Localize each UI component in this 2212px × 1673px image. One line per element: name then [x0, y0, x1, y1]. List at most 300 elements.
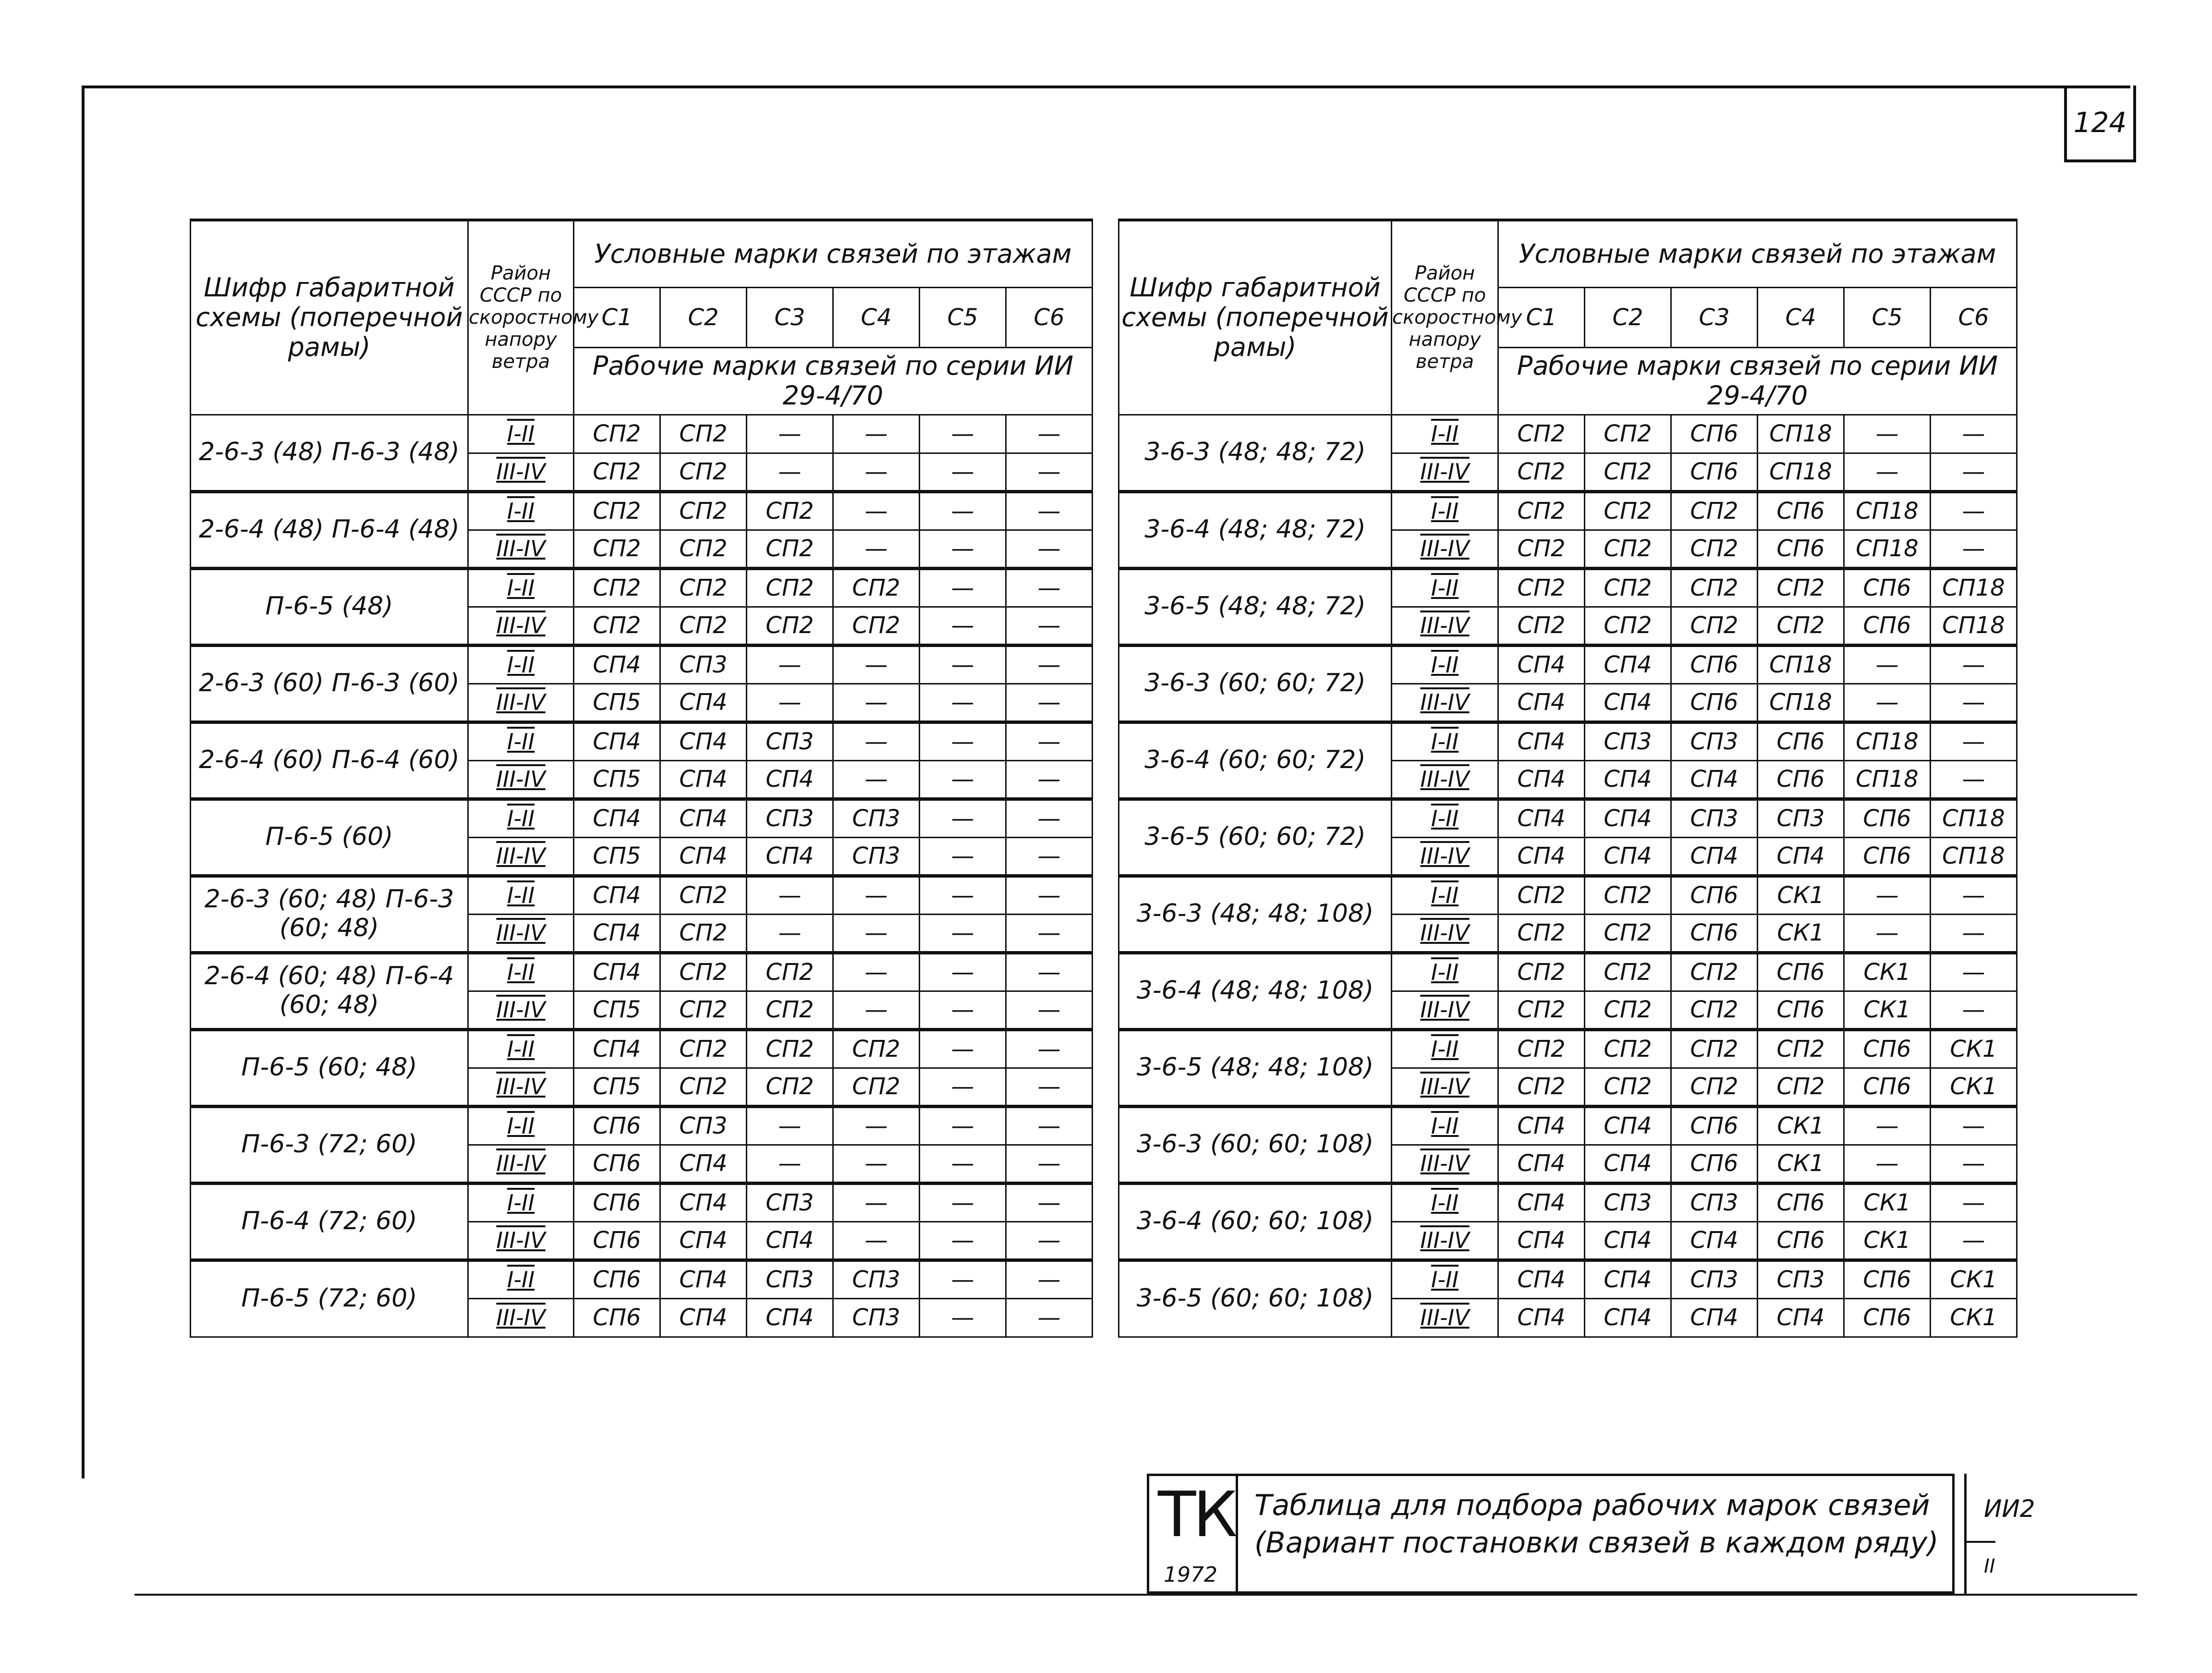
wind-zone: I-II	[507, 806, 535, 831]
header-col-c2: С2	[660, 287, 747, 347]
brace-mark-cell: СП2	[574, 453, 660, 491]
brace-mark-cell: —	[1006, 1029, 1093, 1068]
title-block-year: 1972	[1164, 1563, 1217, 1587]
brace-mark-cell: СП5	[574, 837, 660, 876]
brace-mark-cell: СП2	[1498, 1068, 1585, 1106]
brace-mark-cell: —	[1931, 530, 2017, 568]
scheme-code: 2-6-4 (60) П-6-4 (60)	[191, 722, 468, 799]
header-col-c6: С6	[1006, 287, 1093, 347]
brace-mark-cell: —	[1006, 991, 1093, 1029]
brace-mark-cell: СП18	[1931, 568, 2017, 607]
brace-mark-cell: СП2	[1671, 607, 1758, 645]
brace-mark-cell: СП2	[660, 953, 747, 991]
scheme-code: 3-6-4 (60; 60; 108)	[1119, 1183, 1392, 1260]
brace-mark-cell: —	[1931, 760, 2017, 799]
brace-mark-cell: СП4	[1498, 684, 1585, 722]
wind-zone: I-II	[1431, 882, 1459, 908]
drawing-frame-left	[82, 85, 85, 1478]
wind-zone: I-II	[1431, 1267, 1459, 1293]
brace-mark-cell: СП4	[1498, 722, 1585, 760]
brace-mark-cell: —	[1844, 684, 1931, 722]
wind-zone: I-II	[1431, 652, 1459, 678]
brace-mark-cell: —	[1931, 876, 2017, 914]
brace-mark-cell: СП6	[1671, 1145, 1758, 1183]
brace-mark-cell: —	[920, 914, 1006, 953]
brace-mark-cell: СП3	[1585, 1183, 1671, 1221]
brace-mark-cell: СП2	[747, 1029, 833, 1068]
scheme-code: 3-6-4 (48; 48; 108)	[1119, 953, 1392, 1029]
table-row	[1119, 1183, 2017, 1221]
table-row	[1119, 491, 2017, 530]
brace-mark-cell: СП2	[747, 530, 833, 568]
brace-mark-cell: СП4	[1671, 760, 1758, 799]
header-region: Район СССР по скоростному напору ветра	[468, 220, 574, 415]
brace-mark-cell: СП2	[660, 453, 747, 491]
brace-mark-cell: СП18	[1844, 491, 1931, 530]
brace-mark-cell: —	[920, 799, 1006, 837]
title-block-text	[1238, 1476, 1939, 1591]
wind-zone: I-II	[507, 1036, 535, 1062]
sheet-number: II	[1984, 1555, 1995, 1577]
wind-zone: I-II	[507, 729, 535, 755]
scheme-code: 3-6-3 (60; 60; 72)	[1119, 645, 1392, 722]
brace-mark-cell: СП6	[1844, 1298, 1931, 1337]
wind-zone: III-IV	[1420, 1227, 1470, 1253]
brace-mark-cell: СП4	[1585, 645, 1671, 684]
scheme-code: П-6-5 (60)	[191, 799, 468, 876]
brace-mark-cell: СП2	[833, 607, 920, 645]
brace-mark-cell: СП2	[1758, 1068, 1844, 1106]
brace-mark-cell: СП2	[1585, 415, 1671, 453]
wind-zone: III-IV	[496, 689, 546, 715]
brace-mark-cell: —	[1006, 1221, 1093, 1260]
header-col-c6: С6	[1931, 287, 2017, 347]
scheme-code: П-6-5 (60; 48)	[191, 1029, 468, 1106]
wind-zone: III-IV	[1420, 997, 1470, 1023]
wind-zone: I-II	[1431, 421, 1459, 447]
table-row	[1119, 953, 2017, 991]
brace-mark-cell: —	[920, 607, 1006, 645]
code-divider	[1967, 1541, 1995, 1543]
wind-zone: I-II	[507, 882, 535, 908]
brace-mark-cell: —	[920, 530, 1006, 568]
brace-mark-cell: СП4	[1585, 684, 1671, 722]
brace-mark-cell: СП6	[1758, 991, 1844, 1029]
brace-mark-cell: СП4	[1498, 1221, 1585, 1260]
brace-mark-cell: СП4	[660, 684, 747, 722]
brace-mark-cell: СП2	[1671, 1029, 1758, 1068]
brace-mark-cell: —	[1844, 453, 1931, 491]
header-col-c5: С5	[1844, 287, 1931, 347]
brace-mark-cell: —	[1931, 645, 2017, 684]
brace-mark-cell: СП4	[574, 876, 660, 914]
brace-mark-cell: СП4	[1585, 799, 1671, 837]
brace-mark-cell: СК1	[1931, 1068, 2017, 1106]
brace-mark-cell: СП6	[1671, 453, 1758, 491]
brace-mark-cell: —	[1931, 914, 2017, 953]
table-row	[191, 799, 1093, 837]
scheme-code: 2-6-3 (60) П-6-3 (60)	[191, 645, 468, 722]
brace-mark-cell: —	[920, 453, 1006, 491]
title-block-logo	[1149, 1476, 1238, 1591]
brace-mark-cell: СП6	[1844, 837, 1931, 876]
brace-mark-cell: СП2	[574, 491, 660, 530]
brace-mark-cell: —	[747, 914, 833, 953]
wind-zone: I-II	[507, 652, 535, 678]
title-block	[1147, 1474, 1955, 1594]
brace-mark-cell: СП2	[660, 530, 747, 568]
brace-mark-cell: СП2	[1498, 1029, 1585, 1068]
brace-mark-cell: —	[1006, 453, 1093, 491]
brace-mark-cell: СП2	[1758, 607, 1844, 645]
scheme-code: 3-6-4 (48; 48; 72)	[1119, 491, 1392, 568]
table-row	[191, 645, 1093, 684]
header-col-c1: С1	[574, 287, 660, 347]
brace-mark-cell: —	[1844, 1145, 1931, 1183]
wind-zone: III-IV	[496, 1227, 546, 1253]
wind-zone: I-II	[1431, 1190, 1459, 1216]
wind-zone: III-IV	[1420, 459, 1470, 485]
brace-mark-cell: СП4	[660, 799, 747, 837]
brace-mark-cell: —	[920, 876, 1006, 914]
wind-zone: III-IV	[1420, 1074, 1470, 1099]
scheme-code: 3-6-5 (48; 48; 72)	[1119, 568, 1392, 645]
brace-mark-cell: СП4	[1758, 1298, 1844, 1337]
scheme-code: П-6-5 (48)	[191, 568, 468, 645]
brace-mark-cell: —	[1006, 953, 1093, 991]
brace-mark-cell: —	[1844, 645, 1931, 684]
table-row	[191, 722, 1093, 760]
header-col-c1: С1	[1498, 287, 1585, 347]
brace-mark-cell: СП2	[747, 607, 833, 645]
table-row	[191, 1106, 1093, 1145]
brace-mark-cell: —	[1844, 415, 1931, 453]
brace-mark-cell: СП4	[660, 1221, 747, 1260]
scheme-code: П-6-4 (72; 60)	[191, 1183, 468, 1260]
brace-mark-cell: СК1	[1758, 1106, 1844, 1145]
brace-mark-cell: СК1	[1931, 1029, 2017, 1068]
wind-zone: III-IV	[496, 1074, 546, 1099]
brace-mark-cell: —	[920, 568, 1006, 607]
wind-zone: III-IV	[1420, 536, 1470, 562]
brace-mark-cell: СП6	[1758, 1183, 1844, 1221]
brace-mark-cell: СП2	[660, 491, 747, 530]
brace-mark-cell: СП2	[1671, 568, 1758, 607]
wind-zone: I-II	[507, 959, 535, 985]
table-row	[1119, 645, 2017, 684]
header-working-marks: Рабочие марки связей по серии ИИ 29-4/70	[1498, 347, 2017, 415]
brace-mark-cell: —	[920, 837, 1006, 876]
brace-mark-cell: —	[1844, 1106, 1931, 1145]
brace-mark-cell: —	[833, 876, 920, 914]
brace-mark-cell: СП6	[574, 1183, 660, 1221]
brace-mark-cell: СП2	[1498, 568, 1585, 607]
brace-mark-cell: —	[1006, 799, 1093, 837]
brace-mark-cell: —	[920, 1260, 1006, 1298]
brace-mark-cell: СК1	[1931, 1260, 2017, 1298]
brace-mark-cell: —	[920, 1183, 1006, 1221]
brace-mark-cell: —	[1006, 1260, 1093, 1298]
scheme-code: П-6-3 (72; 60)	[191, 1106, 468, 1183]
brace-mark-cell: СП6	[1844, 607, 1931, 645]
brace-mark-cell: СП6	[1671, 415, 1758, 453]
wind-zone: III-IV	[496, 997, 546, 1023]
brace-mark-cell: СП2	[1498, 953, 1585, 991]
table-row	[191, 1029, 1093, 1068]
brace-mark-cell: —	[920, 760, 1006, 799]
brace-mark-cell: —	[1844, 876, 1931, 914]
brace-mark-cell: СП6	[1758, 530, 1844, 568]
brace-mark-cell: СП2	[1585, 1029, 1671, 1068]
brace-mark-cell: —	[833, 645, 920, 684]
brace-mark-cell: СП4	[574, 722, 660, 760]
wind-zone: III-IV	[1420, 612, 1470, 638]
brace-mark-cell: —	[833, 1221, 920, 1260]
brace-mark-cell: СП2	[1585, 453, 1671, 491]
brace-mark-cell: СП4	[1585, 1221, 1671, 1260]
brace-mark-cell: СП4	[574, 914, 660, 953]
scheme-code: 3-6-5 (60; 60; 72)	[1119, 799, 1392, 876]
header-scheme: Шифр габаритной схемы (поперечной рамы)	[1119, 220, 1392, 415]
brace-mark-cell: СП2	[833, 1068, 920, 1106]
wind-zone: I-II	[1431, 1036, 1459, 1062]
brace-mark-cell: —	[1006, 760, 1093, 799]
brace-mark-cell: —	[920, 1029, 1006, 1068]
brace-mark-cell: СП4	[1498, 1260, 1585, 1298]
brace-mark-cell: СП3	[747, 1260, 833, 1298]
brace-mark-cell: СП2	[1498, 415, 1585, 453]
logo-tk: ТК	[1158, 1478, 1235, 1551]
brace-mark-cell: СП2	[1671, 1068, 1758, 1106]
brace-mark-cell: СП2	[1498, 991, 1585, 1029]
wind-zone: I-II	[507, 1190, 535, 1216]
wind-zone: I-II	[1431, 1113, 1459, 1139]
header-region: Район СССР по скоростному напору ветра	[1392, 220, 1498, 415]
brace-mark-cell: —	[920, 1145, 1006, 1183]
table-row	[1119, 722, 2017, 760]
brace-mark-cell: СП4	[660, 722, 747, 760]
wind-zone: III-IV	[1420, 766, 1470, 792]
brace-mark-cell: СП2	[1585, 991, 1671, 1029]
brace-mark-cell: —	[1006, 1106, 1093, 1145]
brace-mark-cell: —	[920, 722, 1006, 760]
brace-mark-cell: СП2	[660, 914, 747, 953]
brace-mark-cell: —	[833, 530, 920, 568]
brace-mark-cell: СП4	[1498, 1145, 1585, 1183]
brace-mark-cell: —	[833, 1106, 920, 1145]
table-row	[1119, 799, 2017, 837]
brace-mark-cell: СП3	[833, 799, 920, 837]
table-row	[1119, 415, 2017, 453]
brace-mark-cell: —	[1006, 1068, 1093, 1106]
title-line-1: Таблица для подбора рабочих марок связей	[1254, 1489, 1930, 1522]
brace-mark-cell: —	[833, 722, 920, 760]
brace-mark-cell: —	[920, 1068, 1006, 1106]
brace-mark-cell: СК1	[1758, 876, 1844, 914]
brace-mark-cell: СП5	[574, 684, 660, 722]
brace-mark-cell: СП6	[1758, 1221, 1844, 1260]
table-row	[191, 876, 1093, 914]
wind-zone: III-IV	[1420, 689, 1470, 715]
brace-mark-cell: —	[920, 645, 1006, 684]
brace-mark-cell: СП6	[1671, 914, 1758, 953]
brace-mark-cell: СП2	[1498, 530, 1585, 568]
brace-mark-cell: СП4	[1585, 1260, 1671, 1298]
brace-mark-cell: СП18	[1758, 453, 1844, 491]
title-line-2: (Вариант постановки связей в каждом ряду)	[1254, 1526, 1939, 1560]
brace-mark-cell: —	[920, 415, 1006, 453]
page-number: 124	[2064, 85, 2136, 162]
brace-mark-cell: СП4	[1758, 837, 1844, 876]
brace-mark-cell: СП18	[1844, 760, 1931, 799]
brace-mark-cell: —	[1931, 991, 2017, 1029]
wind-zone: III-IV	[1420, 1150, 1470, 1176]
brace-mark-cell: СП5	[574, 1068, 660, 1106]
brace-mark-cell: СП4	[1585, 837, 1671, 876]
brace-mark-cell: СП2	[1671, 530, 1758, 568]
scheme-code: 2-6-4 (48) П-6-4 (48)	[191, 491, 468, 568]
brace-mark-cell: —	[833, 953, 920, 991]
brace-mark-cell: СП3	[660, 1106, 747, 1145]
brace-mark-cell: СП3	[1671, 799, 1758, 837]
table-row	[191, 1260, 1093, 1298]
brace-mark-cell: СК1	[1758, 914, 1844, 953]
brace-mark-cell: СП4	[574, 1029, 660, 1068]
brace-mark-cell: СП3	[1671, 1183, 1758, 1221]
brace-mark-cell: СП2	[747, 953, 833, 991]
brace-mark-cell: СП2	[574, 530, 660, 568]
brace-mark-cell: СП18	[1758, 645, 1844, 684]
drawing-frame-top	[82, 85, 2130, 88]
wind-zone: III-IV	[1420, 1305, 1470, 1331]
brace-mark-cell: СП5	[574, 991, 660, 1029]
brace-mark-cell: —	[920, 991, 1006, 1029]
brace-mark-cell: —	[747, 1145, 833, 1183]
brace-mark-cell: СП2	[660, 991, 747, 1029]
brace-mark-cell: —	[920, 1106, 1006, 1145]
brace-mark-cell: —	[920, 953, 1006, 991]
brace-mark-cell: СП3	[1671, 1260, 1758, 1298]
brace-mark-cell: СП2	[660, 876, 747, 914]
brace-mark-cell: —	[1931, 1183, 2017, 1221]
brace-mark-cell: СП3	[833, 837, 920, 876]
table-row	[191, 953, 1093, 991]
brace-mark-cell: СП18	[1931, 607, 2017, 645]
wind-zone: I-II	[507, 575, 535, 601]
brace-mark-cell: СП4	[1498, 837, 1585, 876]
brace-mark-cell: СП4	[574, 799, 660, 837]
brace-mark-cell: СП4	[747, 1298, 833, 1337]
wind-zone: I-II	[1431, 575, 1459, 601]
brace-mark-cell: СП6	[1671, 645, 1758, 684]
brace-mark-cell: СП4	[660, 760, 747, 799]
brace-mark-cell: —	[1931, 453, 2017, 491]
scheme-code: П-6-5 (72; 60)	[191, 1260, 468, 1337]
brace-mark-cell: СП6	[1671, 1106, 1758, 1145]
header-conditional-marks: Условные марки связей по этажам	[1498, 220, 2017, 287]
header-col-c3: С3	[747, 287, 833, 347]
scheme-code: 3-6-3 (48; 48; 108)	[1119, 876, 1392, 953]
brace-mark-cell: СП4	[574, 953, 660, 991]
brace-mark-cell: СК1	[1931, 1298, 2017, 1337]
brace-mark-cell: СП2	[747, 568, 833, 607]
scheme-code: 3-6-3 (60; 60; 108)	[1119, 1106, 1392, 1183]
table-row	[1119, 1260, 2017, 1298]
brace-mark-cell: —	[833, 991, 920, 1029]
brace-mark-cell: СП2	[1585, 953, 1671, 991]
brace-mark-cell: —	[1006, 607, 1093, 645]
title-block-code	[1964, 1474, 2035, 1594]
brace-mark-cell: СП2	[1585, 607, 1671, 645]
brace-mark-cell: СП18	[1758, 415, 1844, 453]
brace-mark-cell: СП4	[660, 1260, 747, 1298]
brace-mark-cell: —	[833, 914, 920, 953]
brace-mark-cell: СП6	[574, 1260, 660, 1298]
brace-mark-cell: СП3	[747, 722, 833, 760]
brace-mark-cell: СП2	[660, 607, 747, 645]
scheme-code: 3-6-5 (48; 48; 108)	[1119, 1029, 1392, 1106]
brace-mark-cell: —	[1006, 722, 1093, 760]
scheme-code: 3-6-3 (48; 48; 72)	[1119, 415, 1392, 491]
wind-zone: III-IV	[496, 843, 546, 869]
brace-mark-cell: —	[1006, 914, 1093, 953]
brace-mark-cell: СП4	[660, 837, 747, 876]
series-code: ИИ2	[1984, 1495, 2035, 1523]
table-row	[1119, 568, 2017, 607]
wind-zone: III-IV	[496, 612, 546, 638]
brace-mark-cell: СП18	[1844, 530, 1931, 568]
brace-mark-cell: —	[920, 684, 1006, 722]
brace-mark-cell: СП6	[1671, 684, 1758, 722]
brace-mark-cell: СП18	[1758, 684, 1844, 722]
brace-mark-cell: —	[1006, 491, 1093, 530]
brace-mark-cell: СП6	[574, 1298, 660, 1337]
wind-zone: I-II	[507, 498, 535, 524]
table-row	[1119, 1106, 2017, 1145]
table-row	[1119, 876, 2017, 914]
brace-mark-cell: СП4	[1498, 760, 1585, 799]
brace-mark-cell: СП2	[1585, 491, 1671, 530]
wind-zone: III-IV	[1420, 920, 1470, 946]
brace-mark-cell: СП4	[1498, 799, 1585, 837]
brace-mark-cell: —	[920, 1298, 1006, 1337]
brace-mark-cell: СП4	[747, 837, 833, 876]
brace-mark-cell: СП5	[574, 760, 660, 799]
brace-mark-cell: СП2	[1585, 1068, 1671, 1106]
brace-mark-cell: СП18	[1844, 722, 1931, 760]
wind-zone: III-IV	[496, 459, 546, 485]
brace-mark-cell: —	[920, 1221, 1006, 1260]
brace-mark-cell: СП2	[833, 568, 920, 607]
brace-mark-cell: СП6	[1844, 1068, 1931, 1106]
table-row	[1119, 1029, 2017, 1068]
brace-mark-cell: СП2	[660, 568, 747, 607]
brace-mark-cell: СП2	[660, 1068, 747, 1106]
brace-mark-cell: СП4	[1498, 645, 1585, 684]
brace-mark-cell: —	[833, 491, 920, 530]
brace-mark-cell: СП3	[1758, 1260, 1844, 1298]
brace-mark-cell: СК1	[1844, 991, 1931, 1029]
brace-mark-cell: СП4	[747, 760, 833, 799]
brace-mark-cell: СП4	[1585, 1145, 1671, 1183]
header-col-c4: С4	[1758, 287, 1844, 347]
brace-mark-cell: СП4	[1671, 1298, 1758, 1337]
brace-mark-cell: —	[1931, 1106, 2017, 1145]
wind-zone: III-IV	[496, 920, 546, 946]
brace-mark-cell: —	[833, 1183, 920, 1221]
brace-mark-cell: —	[1931, 1221, 2017, 1260]
brace-mark-cell: СП18	[1931, 837, 2017, 876]
